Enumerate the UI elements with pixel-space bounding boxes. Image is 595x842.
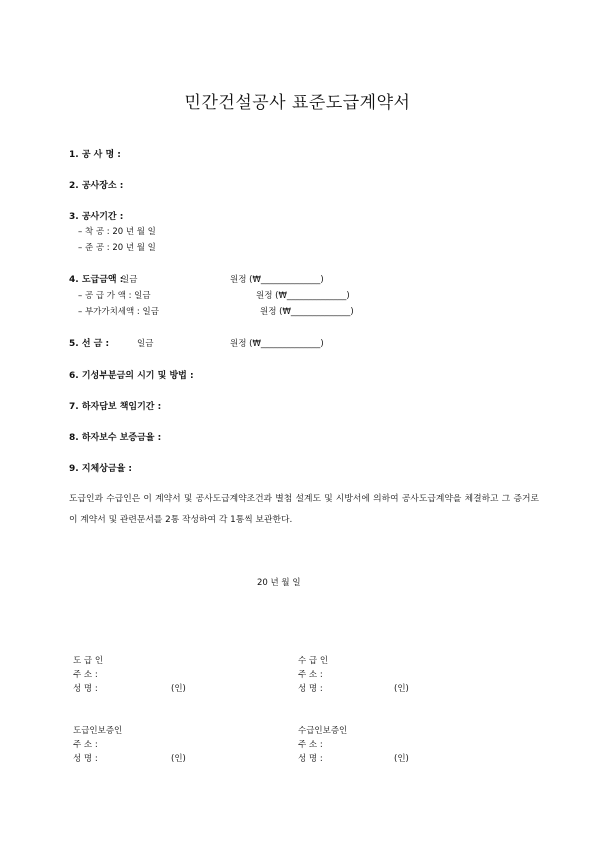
section-progress-payment: 6. 기성부분금의 시기 및 방법 : bbox=[69, 371, 194, 381]
contractor-seal: (인) bbox=[394, 684, 409, 694]
contractor-name: 성 명 : bbox=[298, 684, 323, 694]
contractor-guarantor-seal: (인) bbox=[394, 754, 409, 764]
owner-guarantor-seal: (인) bbox=[171, 754, 186, 764]
agreement-paragraph: 도급인과 수급인은 이 계약서 및 공사도급계약조건과 별첨 설계도 및 시방서에 의하여 공사도급계약을 체결하고 그 증거로 이 계약서 및 관련문서를 2통 작성하여 각 1통씩 보관한다. bbox=[69, 494, 539, 525]
contractor-guarantor-address: 주 소 : bbox=[298, 740, 323, 750]
period-start: – 착 공 : 20 년 월 일 bbox=[78, 227, 156, 237]
advance-amount-prefix: 일금 bbox=[137, 339, 154, 349]
contractor-label: 수 급 인 bbox=[298, 656, 329, 666]
section-project-location: 2. 공사장소 : bbox=[69, 181, 124, 191]
section-project-name: 1. 공 사 명 : bbox=[69, 150, 121, 160]
owner-guarantor-address: 주 소 : bbox=[73, 740, 98, 750]
period-end: – 준 공 : 20 년 월 일 bbox=[78, 243, 156, 253]
contractor-address: 주 소 : bbox=[298, 670, 323, 680]
section-defect-bond-rate: 8. 하자보수 보증금율 : bbox=[69, 433, 162, 443]
owner-name: 성 명 : bbox=[73, 684, 98, 694]
contract-amount-won: 원정 (₩______________) bbox=[230, 275, 324, 285]
owner-guarantor-label: 도급인보증인 bbox=[73, 726, 123, 736]
document-title: 민간건설공사 표준도급계약서 bbox=[184, 93, 411, 113]
vat-amount-won: 원정 (₩______________) bbox=[260, 307, 354, 317]
section-advance-payment: 5. 선 금 : bbox=[69, 339, 110, 349]
vat-amount-label: – 부가가치세액 : 일금 bbox=[78, 307, 159, 317]
contractor-guarantor-label: 수급인보증인 bbox=[298, 726, 348, 736]
owner-address: 주 소 : bbox=[73, 670, 98, 680]
section-project-period: 3. 공사기간 : bbox=[69, 212, 124, 222]
section-defect-liability-period: 7. 하자담보 책임기간 : bbox=[69, 402, 162, 412]
signing-date: 20 년 월 일 bbox=[257, 578, 301, 588]
section-contract-amount: 4. 도급금액 : bbox=[69, 275, 124, 285]
owner-guarantor-name: 성 명 : bbox=[73, 754, 98, 764]
section-delay-penalty-rate: 9. 지체상금율 : bbox=[69, 464, 133, 474]
supply-amount-label: – 공 급 가 액 : 일금 bbox=[78, 291, 151, 301]
contractor-guarantor-name: 성 명 : bbox=[298, 754, 323, 764]
advance-amount-won: 원정 (₩______________) bbox=[230, 339, 324, 349]
contract-amount-prefix: 일금 bbox=[121, 275, 138, 285]
owner-seal: (인) bbox=[171, 684, 186, 694]
owner-label: 도 급 인 bbox=[73, 656, 104, 666]
supply-amount-won: 원정 (₩______________) bbox=[256, 291, 350, 301]
